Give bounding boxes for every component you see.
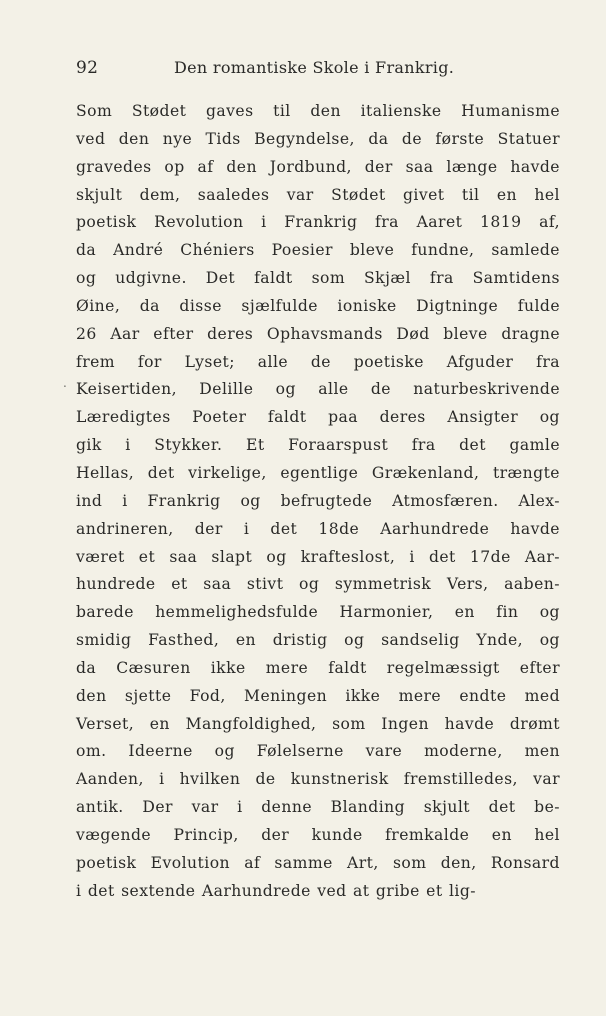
text-line: andrineren, der i det 18de Aarhundrede havde: [76, 519, 560, 538]
text-line: ind i Frankrig og befrugtede Atmosfæren. Alex-: [76, 491, 560, 510]
text-line: frem for Lyset; alle de poetiske Afguder fra: [76, 352, 560, 371]
text-line: skjult dem, saaledes var Stødet givet til en hel: [76, 185, 560, 204]
page-number: 92: [76, 58, 99, 78]
text-line: da Cæsuren ikke mere faldt regelmæssigt efter: [76, 658, 560, 677]
text-line: og udgivne. Det faldt som Skjæl fra Samtidens: [76, 269, 560, 288]
text-line: om. Ideerne og Følelserne vare moderne, men: [76, 742, 560, 761]
text-line: ved den nye Tids Begyndelse, da de første Statuer: [76, 129, 560, 148]
text-line: poetisk Revolution i Frankrig fra Aaret 1819 af,: [76, 213, 560, 232]
text-line: 26 Aar efter deres Ophavsmands Død bleve dragne: [76, 324, 560, 343]
text-line: gik i Stykker. Et Foraarspust fra det gamle: [76, 436, 560, 455]
text-line: barede hemmelighedsfulde Harmonier, en fin og: [76, 603, 560, 622]
margin-mark: .: [63, 376, 67, 390]
text-line: Verset, en Mangfoldighed, som Ingen havde drømt: [76, 714, 560, 733]
text-line: Som Stødet gaves til den italienske Humanisme: [76, 102, 560, 120]
text-line: Aanden, i hvilken de kunstnerisk fremstilledes, var: [76, 770, 560, 789]
text-line: Læredigtes Poeter faldt paa deres Ansigter og: [76, 408, 560, 427]
text-line: Øine, da disse sjælfulde ioniske Digtninge fulde: [76, 296, 560, 315]
text-line: hundrede et saa stivt og symmetrisk Vers, aaben-: [76, 575, 560, 594]
text-line: antik. Der var i denne Blanding skjult det be-: [76, 798, 560, 817]
text-line: vægende Princip, der kunde fremkalde en hel: [76, 825, 560, 844]
text-line: været et saa slapt og krafteslost, i det 17de Aar-: [76, 547, 560, 566]
body-text: [76, 98, 560, 905]
text-line: da André Chéniers Poesier bleve fundne, samlede: [76, 241, 560, 260]
page-header: [76, 58, 556, 82]
text-line: smidig Fasthed, en dristig og sandselig Ynde, og: [76, 631, 560, 650]
text-line: den sjette Fod, Meningen ikke mere endte med: [76, 686, 560, 705]
text-line: gravedes op af den Jordbund, der saa længe havde: [76, 157, 560, 176]
text-line: Hellas, det virkelige, egentlige Grækenland, trængte: [76, 463, 560, 482]
text-line: i det sextende Aarhundrede ved at gribe et lig-: [76, 881, 476, 900]
text-line: Keisertiden, Delille og alle de naturbeskrivende: [76, 380, 560, 399]
text-line: poetisk Evolution af samme Art, som den, Ronsard: [76, 853, 560, 872]
running-head: Den romantiske Skole i Frankrig.: [174, 58, 455, 77]
